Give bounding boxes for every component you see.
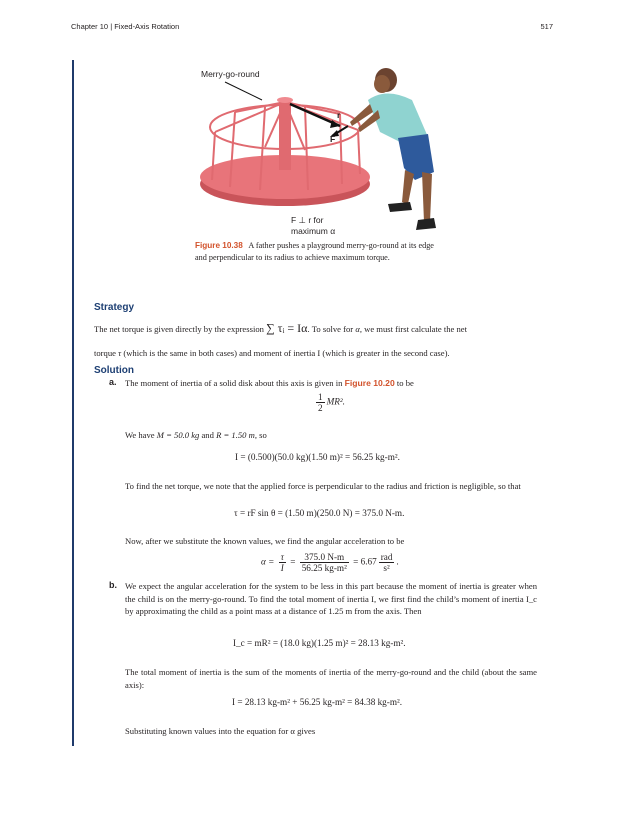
equation-half-MR2: $\frac{1}{2}$ MR². [318,392,345,413]
equation-I-total: I = 28.13 kg-m² + 56.25 kg-m² = 84.38 kg-m². [232,697,403,707]
radius-vector-label: r [337,110,341,120]
equation-torque: τ = rF sin θ = (1.50 m)(250.0 N) = 375.0 N-m. [234,508,405,518]
angular-accel-intro: Now, after we substitute the known values, we find the angular acceleration to be [125,536,405,546]
strategy-paragraph-line1: The net torque is given directly by the expression ∑ τᵢ = Iα. To solve for α, we must first calculate the net [94,321,467,335]
figure-caption-text: A father pushes a playground merry-go-round at its edge and perpendicular to its radius to achieve maximum torque. [195,241,434,262]
equation-I-disk: I = (0.500)(50.0 kg)(1.50 m)² = 56.25 kg-m². [235,452,400,462]
figure-caption-label: Figure 10.38 [195,241,243,250]
equation-Ic: I_c = mR² = (18.0 kg)(1.25 m)² = 28.13 kg-m². [233,638,406,648]
item-a-marker: a. [109,377,117,387]
force-vector-label: F [330,134,336,144]
equation-alpha-a: α = $\frac{\tau}{I}$ = $\frac{375.0 N-m}{\text{56.25 kg-m²}}$ = 6.67 $\frac{\text{rad}}{\text{s²}}$ . [261,552,399,573]
item-b-marker: b. [109,580,117,590]
we-have-text: We have M = 50.0 kg and R = 1.50 m, so [125,430,267,440]
running-header-chapter: Chapter 10 | Fixed-Axis Rotation [71,22,180,31]
merry-go-round-label: Merry-go-round [201,69,260,79]
page-number: 517 [540,22,553,31]
item-a-text: The moment of inertia of a solid disk about this axis is given in Figure 10.20 to be [125,378,414,388]
figure-caption [195,240,445,263]
perpendicular-label-line2: maximum α [291,226,336,236]
sum-expression: ∑ τᵢ = Iα [266,321,308,335]
figure-10-20-link[interactable]: Figure 10.20 [344,378,395,388]
total-inertia-paragraph: The total moment of inertia is the sum of the moments of inertia of the merry-go-round and the child (about the same axis): [125,667,537,690]
solution-heading: Solution [94,365,134,376]
strategy-paragraph-line2: torque τ (which is the same in both cases) and moment of inertia I (which is greater in the second case). [94,348,450,358]
substituting-text: Substituting known values into the equation for α gives [125,726,316,736]
strategy-heading: Strategy [94,302,135,313]
item-b-text: We expect the angular acceleration for the system to be less in this part because the moment of inertia is greater when the child is on the merry-go-round. To find the total moment of inertia I, we first find the child’s moment of inertia I_c by approximating the child as a point mass at a distance of 1.25 m from the axis. Then [125,581,537,617]
left-margin-rule [72,60,74,746]
torque-paragraph: To find the net torque, we note that the applied force is perpendicular to the radius and friction is negligible, so that [125,481,521,491]
perpendicular-label-line1: F ⊥ r for [291,215,324,225]
